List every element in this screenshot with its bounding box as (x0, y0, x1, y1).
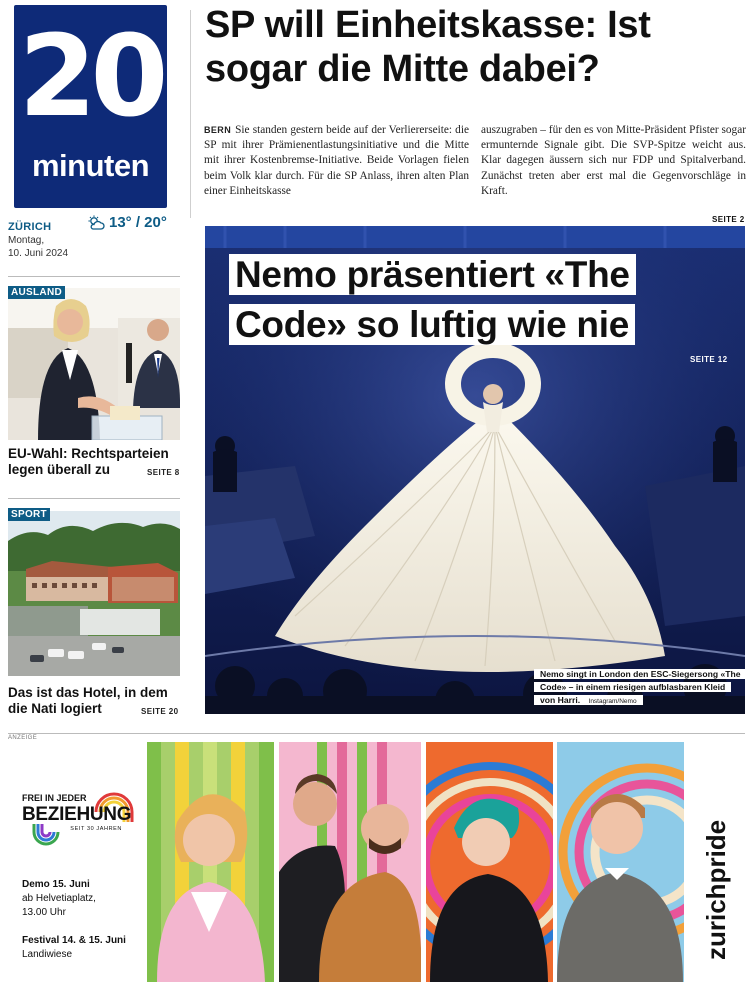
ad-demo-time: 13.00 Uhr (22, 907, 66, 918)
lead-column-1 (204, 123, 469, 199)
ad-label: ANZEIGE (8, 735, 38, 741)
lead-page-ref: SEITE 2 (712, 215, 745, 224)
ad-slogan-line3: SEIT 30 JAHREN (70, 826, 122, 832)
teaser-image-hotel[interactable] (8, 511, 180, 676)
photo-credit: Instagram/Nemo (586, 698, 640, 705)
weather (87, 214, 167, 231)
ad-demo-info (22, 878, 96, 920)
ad-brand-text: zurichpride (701, 819, 731, 960)
section-tag-sport: SPORT (8, 508, 50, 521)
ad-festival-label: Festival 14. & 15. Juni (22, 935, 126, 946)
ad-demo-label: Demo 15. Juni (22, 879, 90, 890)
main-headline[interactable]: SP will Einheitskasse: Ist sogar die Mitte dabei? (205, 4, 651, 90)
ad-demo-place: ab Helvetiaplatz, (22, 893, 96, 904)
caption-text: Nemo singt in London den ESC-Siegersong «The Code» – in einem riesigen aufblasbaren Kleid von Harri. (537, 669, 744, 705)
lead-column-2 (481, 123, 746, 199)
ad-portrait-1 (147, 742, 274, 982)
main-story-title-text: Nemo präsentiert «The Code» so luftig wie nie (229, 254, 636, 345)
divider (8, 276, 180, 277)
ad-slogan (22, 765, 142, 832)
teaser-page-ref: SEITE 8 (147, 468, 180, 477)
teaser-headline-text: Das ist das Hotel, in dem die Nati logiert (8, 685, 168, 716)
teaser-image-eu-election[interactable] (8, 288, 180, 440)
ad-festival-info (22, 934, 126, 962)
divider (8, 498, 180, 499)
zurichpride-logo[interactable] (695, 762, 735, 962)
weather-temperature: 13° / 20° (109, 214, 167, 231)
main-story-page-ref: SEITE 12 (690, 355, 728, 364)
logo-number: 20 (18, 12, 163, 142)
ad-portrait-3 (426, 742, 553, 982)
main-story-title[interactable] (229, 250, 684, 350)
date-weekday: Montag, (8, 235, 45, 246)
lead-text-2: auszugraben – für den es von Mitte-Präsident Pfister sogar ermunternde Signale gibt. Die SVP-Spitze weicht aus. Klar dagegen äussern sich nur FDP und Spitalverband. Zunächst treten aber erst mal die Gegenvorschläge in Kraft. (481, 124, 746, 197)
ad-slogan-line2: BEZIEHUNG (22, 804, 132, 825)
masthead-logo[interactable] (14, 5, 167, 208)
photo-caption (534, 668, 742, 708)
ad-slogan-line1: FREI IN JEDER (22, 793, 87, 803)
ad-festival-place: Landiwiese (22, 949, 73, 960)
teaser-page-ref: SEITE 20 (141, 707, 179, 716)
ad-divider (8, 733, 745, 734)
lead-text-1: Sie standen gestern beide auf der Verliererseite: die SP mit ihrer Prämienentlastungsinitiative und die Mitte mit ihrer Kostenbremse-Initiative. Beide Vorlagen fielen beim Volk klar durch. Für die SP Anlass, ihren alten Plan einer Einheitskasse (204, 124, 469, 197)
ad-portrait-4 (557, 742, 684, 982)
logo-word: minuten (31, 148, 150, 183)
section-tag-ausland: AUSLAND (8, 286, 65, 299)
column-divider (190, 10, 191, 218)
date-full: 10. Juni 2024 (8, 248, 69, 259)
lead-kicker: BERN (204, 125, 232, 135)
city-label: ZÜRICH (8, 221, 52, 233)
teaser-headline-text: EU-Wahl: Rechtsparteien legen überall zu (8, 446, 169, 477)
weather-sun-cloud-icon (87, 215, 105, 231)
ad-portrait-2 (279, 742, 421, 982)
